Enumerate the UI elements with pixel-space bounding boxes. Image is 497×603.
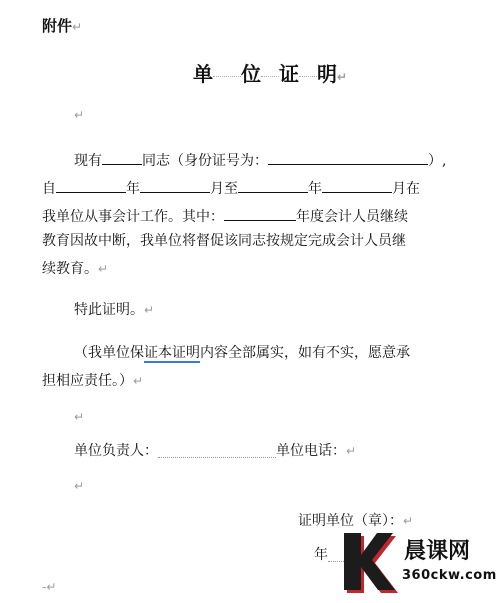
paragraph-mark: ↵ (144, 303, 155, 317)
guarantee-text-a: （我单位保 (74, 345, 144, 361)
watermark-name: 晨课网 (404, 539, 471, 564)
interrupted-year-blank[interactable] (224, 206, 296, 221)
title-char: 位 (241, 62, 261, 86)
body-line-3 (42, 206, 408, 224)
name-blank[interactable] (102, 150, 142, 165)
line1-text-c: ）, (428, 153, 447, 169)
title-spacer (213, 75, 241, 77)
line2-text-a: 自 (42, 181, 56, 197)
line1-text-b: 同志（身份证号为： (142, 153, 268, 169)
body-line-5 (42, 262, 108, 276)
paragraph-mark: ↵ (46, 580, 57, 594)
line3-text-b: 年度会计人员继续 (296, 209, 408, 225)
id-number-blank[interactable] (268, 150, 428, 165)
paragraph-mark: ↵ (98, 262, 109, 276)
line2-text-b: 年 (126, 181, 140, 197)
guarantee-line-2 (42, 374, 143, 388)
paragraph-mark: ↵ (133, 374, 144, 388)
empty-paragraph-mark: ↵ (74, 479, 85, 493)
paragraph-mark: ↵ (346, 444, 357, 458)
empty-paragraph-mark: ↵ (74, 410, 85, 424)
start-month-blank[interactable] (140, 178, 210, 193)
guarantee-line-1 (74, 346, 410, 360)
title-char: 单 (193, 62, 213, 86)
line2-text-d: 年 (308, 181, 322, 197)
paragraph-mark: ↵ (337, 70, 348, 84)
title-spacer (299, 75, 317, 77)
line2-text-c: 月至 (210, 181, 238, 197)
certify-line (74, 303, 154, 317)
paragraph-mark: ↵ (72, 20, 83, 34)
body-line-4: 教育因故中断，我单位将督促该同志按规定完成会计人员继 (42, 233, 406, 249)
body-line-1 (74, 150, 446, 168)
end-month-blank[interactable] (322, 178, 392, 193)
responsible-label: 单位负责人： (74, 443, 158, 459)
guarantee-text-b: 内容全部属实，如有不实，愿意承 (200, 345, 410, 361)
start-year-blank[interactable] (56, 178, 126, 193)
paragraph-mark: ↵ (403, 514, 414, 528)
bottom-paragraph-mark: -↵ (42, 580, 57, 594)
guarantee-text-c: 担相应责任。） (42, 373, 133, 389)
line1-text-a: 现有 (74, 153, 102, 169)
watermark (344, 530, 497, 599)
guarantee-text-underlined: 证本证明 (144, 345, 200, 361)
line2-text-e: 月在 (392, 181, 420, 197)
phone-label: 单位电话： (276, 443, 346, 459)
cert-unit-label: 证明单位（章）： (298, 513, 403, 529)
document-title (193, 58, 347, 87)
empty-paragraph-mark: ↵ (74, 108, 85, 122)
year-label: 年 (314, 547, 328, 563)
responsible-blank[interactable] (158, 445, 276, 458)
signature-line (74, 444, 356, 458)
end-year-blank[interactable] (238, 178, 308, 193)
line5-text: 续教育。 (42, 261, 98, 277)
cert-unit-line (298, 514, 413, 528)
title-spacer (261, 75, 279, 77)
annex-label-row (42, 15, 82, 36)
title-char: 证 (279, 62, 299, 86)
certify-text: 特此证明。 (74, 302, 144, 318)
body-line-2 (42, 178, 420, 196)
watermark-url: 360ckw.com (402, 568, 497, 583)
title-char: 明 (317, 62, 337, 86)
annex-label: 附件 (42, 17, 73, 35)
line3-text-a: 我单位从事会计工作。其中： (42, 209, 224, 225)
